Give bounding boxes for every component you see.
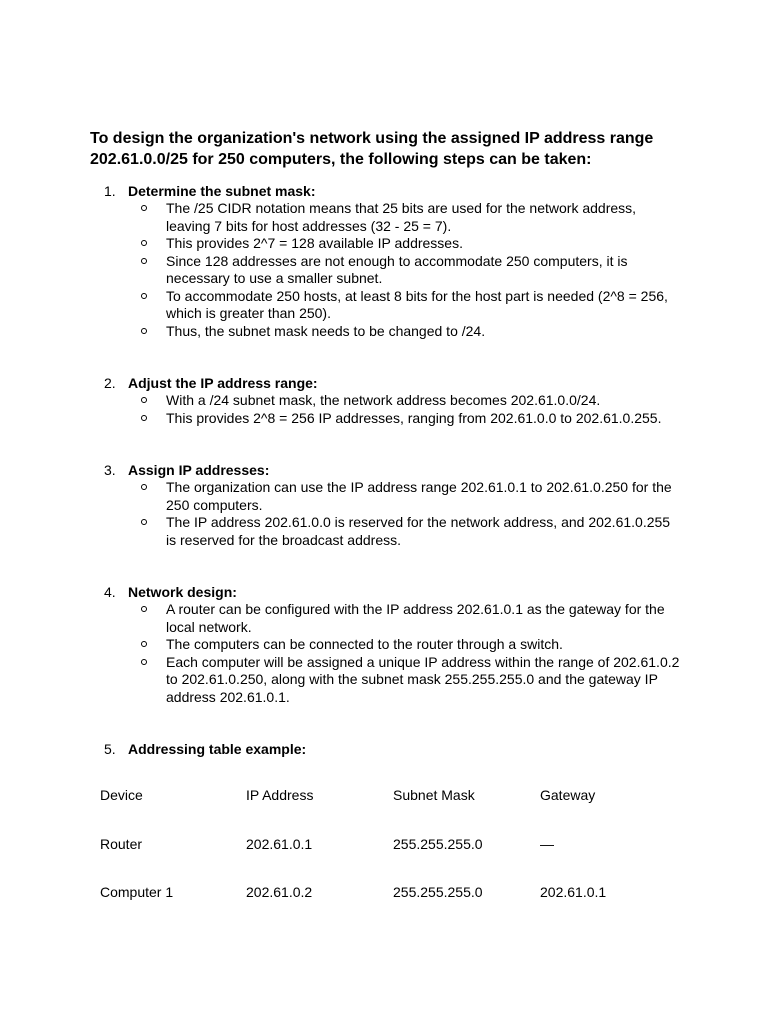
bullet-text: To accommodate 250 hosts, at least 8 bits for the host part is needed (2^8 = 256, which is greater than 250). bbox=[166, 287, 668, 321]
bullet-list bbox=[0, 200, 768, 340]
step-heading bbox=[0, 740, 768, 758]
step-heading bbox=[0, 374, 768, 392]
step-label: Network design: bbox=[128, 584, 237, 600]
bullet-text: The organization can use the IP address range 202.61.0.1 to 202.61.0.250 for the 250 computers. bbox=[166, 479, 672, 513]
step-number: 2. bbox=[104, 375, 116, 391]
column-header-device: Device bbox=[100, 787, 143, 803]
list-item bbox=[0, 323, 682, 341]
column-header-ip-address: IP Address bbox=[246, 787, 314, 803]
bullet-text: A router can be configured with the IP address 202.61.0.1 as the gateway for the local network. bbox=[166, 601, 665, 635]
hollow-bullet-icon bbox=[141, 258, 147, 264]
table-cell: 202.61.0.1 bbox=[540, 884, 607, 900]
bullet-text: Since 128 addresses are not enough to accommodate 250 computers, it is necessary to use a smaller subnet. bbox=[166, 252, 628, 286]
step-number: 4. bbox=[104, 584, 116, 600]
step-label: Assign IP addresses: bbox=[128, 462, 270, 478]
step-label: Addressing table example: bbox=[128, 741, 307, 757]
bullet-text: With a /24 subnet mask, the network address becomes 202.61.0.0/24. bbox=[166, 392, 601, 408]
table-cell: 255.255.255.0 bbox=[393, 835, 483, 852]
list-item bbox=[0, 392, 682, 410]
step-heading bbox=[0, 461, 768, 479]
table-cell: 255.255.255.0 bbox=[393, 884, 483, 900]
document-title: To design the organization's network using the assigned IP address range 202.61.0.0/25 for 250 computers, the following steps can be taken: bbox=[90, 130, 654, 168]
table-cell: Router bbox=[100, 835, 143, 852]
table-cell: 202.61.0.2 bbox=[246, 884, 313, 900]
list-item bbox=[0, 410, 682, 428]
hollow-bullet-icon bbox=[141, 240, 147, 246]
bullet-text: The /25 CIDR notation means that 25 bits are used for the network address, leaving 7 bits for host addresses (32 - 25 = 7). bbox=[166, 200, 637, 234]
step-heading bbox=[0, 583, 768, 601]
list-item bbox=[0, 636, 682, 654]
list-item bbox=[0, 514, 682, 549]
bullet-text: Each computer will be assigned a unique IP address within the range of 202.61.0.2 to 202.61.0.250, along with the subnet mask 255.255.255.0 and the gateway IP address 202.61.0.1. bbox=[166, 653, 680, 705]
bullet-text: This provides 2^8 = 256 IP addresses, ranging from 202.61.0.0 to 202.61.0.255. bbox=[166, 409, 662, 426]
step-heading bbox=[0, 182, 768, 200]
hollow-bullet-icon bbox=[141, 641, 147, 647]
step-number: 3. bbox=[104, 462, 116, 478]
column-header-subnet-mask: Subnet Mask bbox=[393, 787, 475, 803]
hollow-bullet-icon bbox=[141, 606, 147, 612]
list-item bbox=[0, 288, 682, 323]
step-3 bbox=[0, 461, 768, 549]
step-number: 5. bbox=[104, 741, 116, 757]
list-item bbox=[0, 235, 682, 253]
hollow-bullet-icon bbox=[141, 205, 147, 211]
bullet-text: This provides 2^7 = 128 available IP addresses. bbox=[166, 235, 463, 251]
table-cell: Computer 1 bbox=[100, 884, 174, 900]
hollow-bullet-icon bbox=[141, 293, 147, 299]
hollow-bullet-icon bbox=[141, 659, 147, 665]
list-item bbox=[0, 479, 682, 514]
bullet-text: The IP address 202.61.0.0 is reserved for the network address, and 202.61.0.255 is reserved for the broadcast address. bbox=[166, 514, 671, 548]
hollow-bullet-icon bbox=[141, 415, 147, 421]
step-2 bbox=[0, 374, 768, 427]
hollow-bullet-icon bbox=[141, 328, 147, 334]
step-label: Determine the subnet mask: bbox=[128, 183, 316, 199]
list-item bbox=[0, 654, 682, 707]
bullet-text: Thus, the subnet mask needs to be changed to /24. bbox=[166, 322, 486, 339]
hollow-bullet-icon bbox=[141, 519, 147, 525]
hollow-bullet-icon bbox=[141, 484, 147, 490]
column-header-gateway: Gateway bbox=[540, 787, 596, 803]
step-5 bbox=[0, 740, 768, 758]
list-item bbox=[0, 601, 682, 636]
bullet-list bbox=[0, 392, 768, 427]
table-cell: 202.61.0.1 bbox=[246, 835, 313, 852]
bullet-text: The computers can be connected to the router through a switch. bbox=[166, 636, 563, 652]
list-item bbox=[0, 253, 682, 288]
bullet-list bbox=[0, 479, 768, 549]
hollow-bullet-icon bbox=[141, 397, 147, 403]
step-label: Adjust the IP address range: bbox=[128, 375, 318, 391]
step-number: 1. bbox=[104, 183, 116, 199]
table-cell: — bbox=[540, 835, 554, 852]
step-4 bbox=[0, 583, 768, 706]
step-1 bbox=[0, 182, 768, 340]
list-item bbox=[0, 200, 682, 235]
bullet-list bbox=[0, 601, 768, 706]
